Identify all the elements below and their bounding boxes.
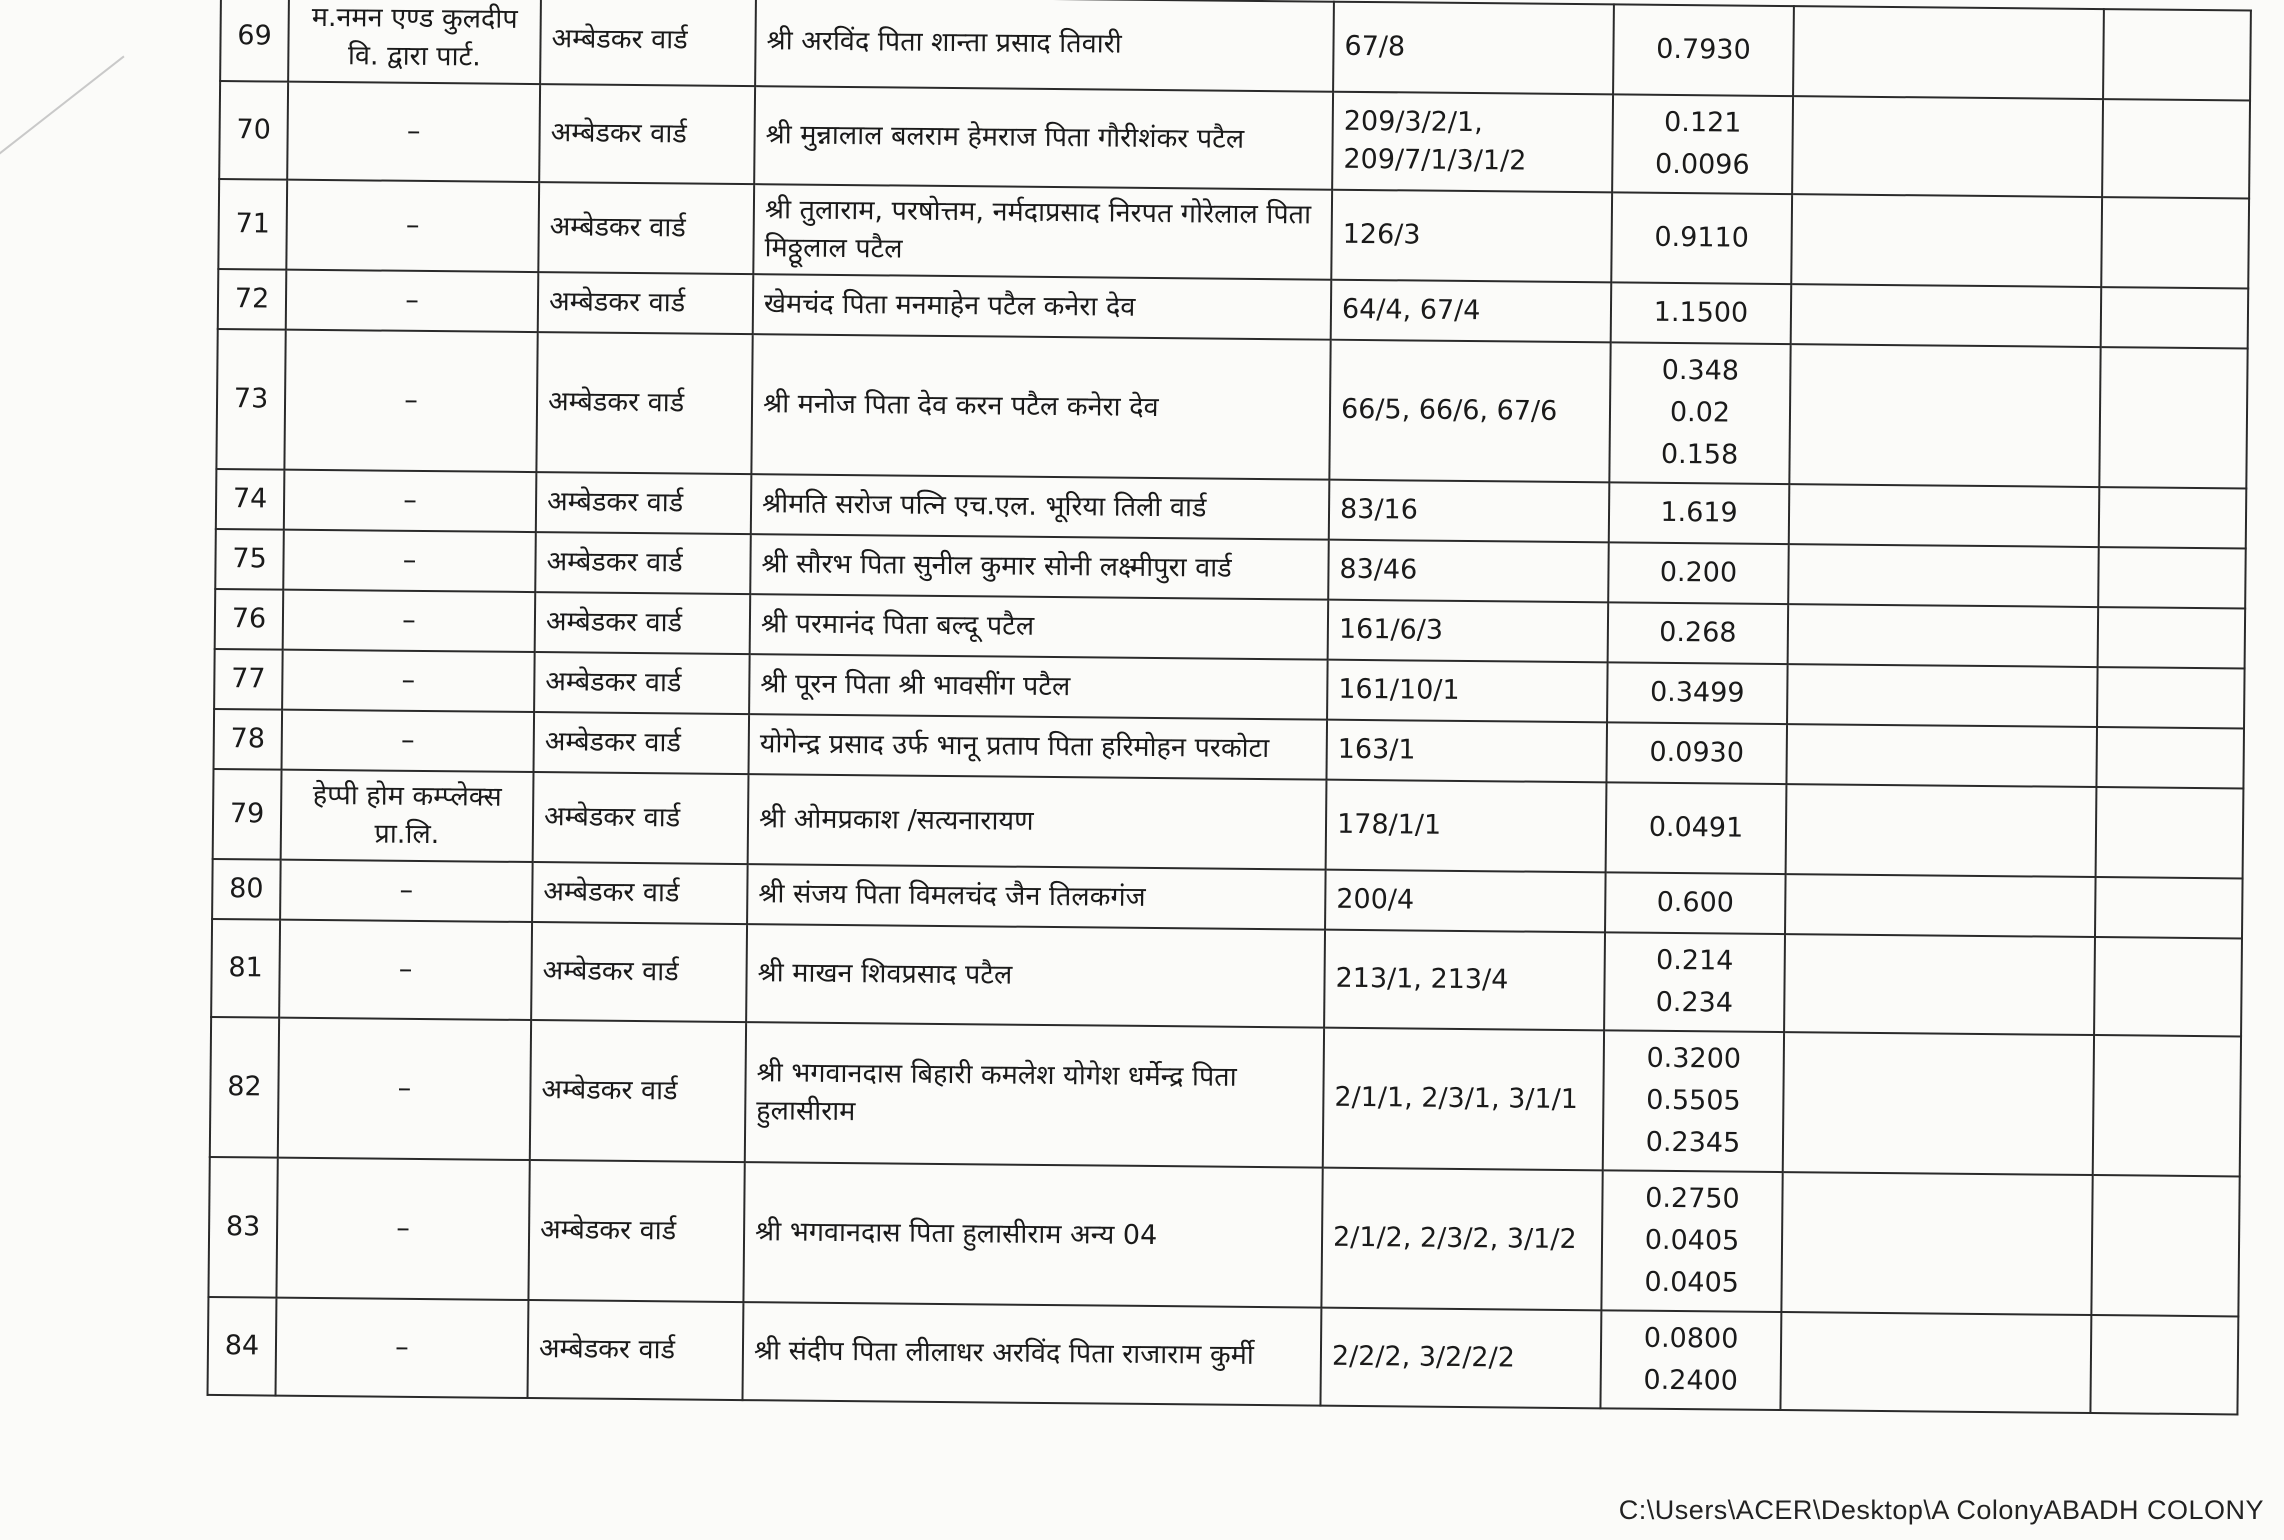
serial-number-cell: 83 <box>208 1157 277 1298</box>
colonizer-cell: – <box>287 82 540 182</box>
khasra-number-cell: 161/10/1 <box>1327 660 1608 723</box>
khasra-number-cell: 178/1/1 <box>1326 780 1607 873</box>
remarks-cell <box>1783 1032 2094 1175</box>
area-hectare-cell <box>1609 482 1790 544</box>
owner-name-cell: श्री माखन शिवप्रसाद पटैल <box>746 924 1325 1028</box>
table-row <box>219 81 2250 198</box>
area-value: 0.3200 <box>1646 1042 1742 1075</box>
blank-cell <box>2096 787 2244 878</box>
owner-name-cell: श्री संजय पिता विमलचंद जैन तिलकगंज <box>747 864 1326 930</box>
blank-cell <box>2101 287 2249 348</box>
blank-cell <box>2098 547 2246 608</box>
ward-cell: अम्बेडकर वार्ड <box>540 0 756 86</box>
area-value: 0.7930 <box>1656 33 1751 66</box>
serial-number-cell: 72 <box>218 269 287 330</box>
serial-number-cell: 70 <box>219 81 288 180</box>
ward-cell: अम्बेडकर वार्ड <box>535 532 751 594</box>
area-value: 0.2750 <box>1645 1182 1740 1215</box>
ward-cell: अम्बेडकर वार्ड <box>535 592 751 654</box>
owner-name-cell: श्रीमति सरोज पत्नि एच.एल. भूरिया तिली वार्ड <box>751 474 1330 540</box>
khasra-number-cell: 2/1/1, 2/3/1, 3/1/1 <box>1323 1028 1604 1171</box>
ward-cell: अम्बेडकर वार्ड <box>530 1020 746 1162</box>
remarks-cell <box>1786 784 2097 877</box>
remarks-cell <box>1788 544 2099 607</box>
area-value: 0.3499 <box>1649 676 1745 709</box>
ward-cell: अम्बेडकर वार्ड <box>534 712 750 774</box>
table-row <box>208 1297 2239 1414</box>
paper-fold-mark <box>0 56 125 162</box>
remarks-cell <box>1780 1312 2091 1413</box>
remarks-cell <box>1788 604 2099 667</box>
area-hectare-cell <box>1612 94 1793 194</box>
table-row <box>208 1157 2239 1316</box>
area-value: 0.0096 <box>1654 148 1750 181</box>
remarks-cell <box>1792 96 2103 197</box>
remarks-cell <box>1791 194 2102 287</box>
colonizer-cell: – <box>284 330 537 472</box>
owner-name-cell: योगेन्द्र प्रसाद उर्फ भानू प्रताप पिता हरिमोहन परकोटा <box>748 714 1327 780</box>
remarks-cell <box>1784 934 2095 1035</box>
remarks-cell <box>1791 284 2102 347</box>
area-value: 0.348 <box>1661 354 1740 387</box>
khasra-number-cell: 209/3/2/1, 209/7/1/3/1/2 <box>1332 92 1613 193</box>
khasra-number-cell: 83/16 <box>1329 480 1610 543</box>
owner-name-cell: श्री मनोज पिता देव करन पटैल कनेरा देव <box>751 334 1330 480</box>
remarks-cell <box>1793 6 2104 99</box>
area-value: 0.214 <box>1655 944 1734 977</box>
khasra-number-cell: 200/4 <box>1325 870 1606 933</box>
khasra-number-cell: 67/8 <box>1333 2 1614 95</box>
colonizer-cell: – <box>283 530 536 592</box>
area-value: 0.0491 <box>1648 811 1744 844</box>
blank-cell <box>2095 877 2243 938</box>
area-value: 0.121 <box>1663 106 1742 139</box>
colonizer-cell: – <box>283 590 536 652</box>
area-value: 0.600 <box>1656 886 1735 919</box>
remarks-cell <box>1789 344 2100 487</box>
area-hectare-cell <box>1606 722 1787 784</box>
blank-cell <box>2102 99 2250 198</box>
area-hectare-cell <box>1606 782 1787 874</box>
area-hectare-cell <box>1611 192 1792 284</box>
remarks-cell <box>1781 1172 2092 1315</box>
area-value: 0.2345 <box>1645 1126 1741 1159</box>
serial-number-cell: 75 <box>215 529 284 590</box>
serial-number-cell: 84 <box>208 1297 277 1396</box>
ward-cell: अम्बेडकर वार्ड <box>528 1160 744 1302</box>
serial-number-cell: 77 <box>214 649 283 710</box>
khasra-number-cell: 126/3 <box>1331 190 1612 283</box>
serial-number-cell: 81 <box>211 919 280 1018</box>
area-value: 0.9110 <box>1654 221 1750 254</box>
khasra-number-cell: 163/1 <box>1326 720 1607 783</box>
colonizer-cell: – <box>276 1158 529 1300</box>
colonizer-cell: – <box>286 180 539 272</box>
area-hectare-cell <box>1608 542 1789 604</box>
khasra-number-cell: 161/6/3 <box>1328 600 1609 663</box>
serial-number-cell: 71 <box>218 179 287 270</box>
khasra-number-cell: 2/2/2, 3/2/2/2 <box>1320 1308 1601 1409</box>
area-value: 0.5505 <box>1646 1084 1741 1117</box>
colonizer-cell: – <box>284 470 537 532</box>
owner-name-cell: खेमचंद पिता मनमाहेन पटैल कनेरा देव <box>753 274 1332 340</box>
footer-file-path: C:\Users\ACER\Desktop\A ColonyABADH COLONY <box>1618 1495 2264 1525</box>
remarks-cell <box>1787 664 2098 727</box>
area-hectare-cell <box>1601 1170 1782 1312</box>
ward-cell: अम्बेडकर वार्ड <box>536 472 752 534</box>
owner-name-cell: श्री सौरभ पिता सुनील कुमार सोनी लक्ष्मीपुरा वार्ड <box>750 534 1329 600</box>
area-value: 0.0405 <box>1644 1266 1740 1299</box>
serial-number-cell: 80 <box>212 859 281 920</box>
owner-name-cell: श्री भगवानदास बिहारी कमलेश योगेश धर्मेन्द्र पिता हुलासीराम <box>745 1022 1324 1168</box>
ward-cell: अम्बेडकर वार्ड <box>531 922 747 1022</box>
area-hectare-cell <box>1613 4 1794 96</box>
area-value: 0.158 <box>1660 438 1739 471</box>
area-value: 0.234 <box>1655 986 1734 1019</box>
owner-name-cell: श्री संदीप पिता लीलाधर अरविंद पिता राजाराम कुर्मी <box>742 1302 1321 1406</box>
blank-cell <box>2099 347 2247 488</box>
area-hectare-cell <box>1600 1310 1781 1410</box>
table-row <box>216 329 2247 488</box>
owner-name-cell: श्री अरविंद पिता शान्ता प्रसाद तिवारी <box>755 0 1334 92</box>
khasra-number-cell: 83/46 <box>1328 540 1609 603</box>
owner-name-cell: श्री तुलाराम, परषोत्तम, नर्मदाप्रसाद निरपत गोरेलाल पिता मिठ्ठूलाल पटैल <box>753 184 1332 280</box>
blank-cell <box>2090 1315 2238 1414</box>
area-value: 0.268 <box>1659 616 1737 649</box>
owner-name-cell: श्री परमानंद पिता बल्दू पटैल <box>750 594 1329 660</box>
register-body <box>208 0 2251 1414</box>
khasra-number-cell: 2/1/2, 2/3/2, 3/1/2 <box>1321 1168 1602 1311</box>
colonizer-cell: हेप्पी होम कम्प्लेक्स प्रा.लि. <box>281 770 534 862</box>
area-hectare-cell <box>1605 872 1786 934</box>
serial-number-cell: 79 <box>213 769 282 860</box>
khasra-number-cell: 66/5, 66/6, 67/6 <box>1329 340 1610 483</box>
colonizer-cell: – <box>280 860 533 922</box>
blank-cell <box>2096 727 2244 788</box>
owner-name-cell: श्री ओमप्रकाश /सत्यनारायण <box>748 774 1327 870</box>
ward-cell: अम्बेडकर वार्ड <box>534 652 750 714</box>
area-value: 0.2400 <box>1643 1364 1739 1397</box>
blank-cell <box>2093 1035 2241 1176</box>
area-value: 1.619 <box>1660 496 1738 529</box>
ward-cell: अम्बेडकर वार्ड <box>527 1300 743 1400</box>
area-hectare-cell <box>1603 1030 1784 1172</box>
area-value: 1.1500 <box>1653 296 1749 329</box>
colonizer-cell: – <box>282 710 535 772</box>
area-hectare-cell <box>1611 282 1792 344</box>
table-row <box>210 1017 2241 1176</box>
ward-cell: अम्बेडकर वार्ड <box>533 772 749 864</box>
colonizer-cell: म.नमन एण्ड कुलदीप वि. द्वारा पार्ट. <box>288 0 541 84</box>
remarks-cell <box>1789 484 2100 547</box>
colonizer-cell: – <box>279 920 532 1020</box>
area-value: 0.0930 <box>1649 736 1745 769</box>
area-hectare-cell <box>1608 602 1789 664</box>
blank-cell <box>2091 1175 2239 1316</box>
colonizer-cell: – <box>276 1298 529 1398</box>
ward-cell: अम्बेडकर वार्ड <box>538 182 754 274</box>
area-value: 0.0405 <box>1644 1224 1740 1257</box>
area-hectare-cell <box>1607 662 1788 724</box>
serial-number-cell: 82 <box>210 1017 279 1158</box>
khasra-number-cell: 213/1, 213/4 <box>1324 930 1605 1031</box>
ward-cell: अम्बेडकर वार्ड <box>536 332 752 474</box>
area-value: 0.200 <box>1659 556 1738 589</box>
remarks-cell <box>1786 724 2097 787</box>
blank-cell <box>2097 667 2245 728</box>
ward-cell: अम्बेडकर वार्ड <box>538 272 754 334</box>
colony-register-table <box>207 0 2252 1415</box>
colonizer-cell: – <box>282 650 535 712</box>
area-value: 0.0800 <box>1643 1322 1739 1355</box>
serial-number-cell: 76 <box>215 589 284 650</box>
blank-cell <box>2101 197 2249 288</box>
serial-number-cell: 74 <box>216 469 285 530</box>
owner-name-cell: श्री भगवानदास पिता हुलासीराम अन्य 04 <box>743 1162 1322 1308</box>
area-value: 0.02 <box>1669 396 1731 429</box>
colonizer-cell: – <box>278 1018 531 1160</box>
blank-cell <box>2099 487 2247 548</box>
khasra-number-cell: 64/4, 67/4 <box>1331 280 1612 343</box>
blank-cell <box>2094 937 2242 1036</box>
serial-number-cell: 78 <box>214 709 283 770</box>
serial-number-cell: 73 <box>216 329 285 470</box>
remarks-cell <box>1785 874 2096 937</box>
owner-name-cell: श्री मुन्नालाल बलराम हेमराज पिता गौरीशंकर पटैल <box>754 86 1333 190</box>
blank-cell <box>2103 9 2251 100</box>
area-hectare-cell <box>1609 342 1790 484</box>
ward-cell: अम्बेडकर वार्ड <box>539 84 755 184</box>
serial-number-cell: 69 <box>220 0 289 82</box>
table-row <box>211 919 2242 1036</box>
area-hectare-cell <box>1604 932 1785 1032</box>
colonizer-cell: – <box>286 270 539 332</box>
ward-cell: अम्बेडकर वार्ड <box>532 862 748 924</box>
blank-cell <box>2098 607 2246 668</box>
owner-name-cell: श्री पूरन पिता श्री भावसींग पटैल <box>749 654 1328 720</box>
